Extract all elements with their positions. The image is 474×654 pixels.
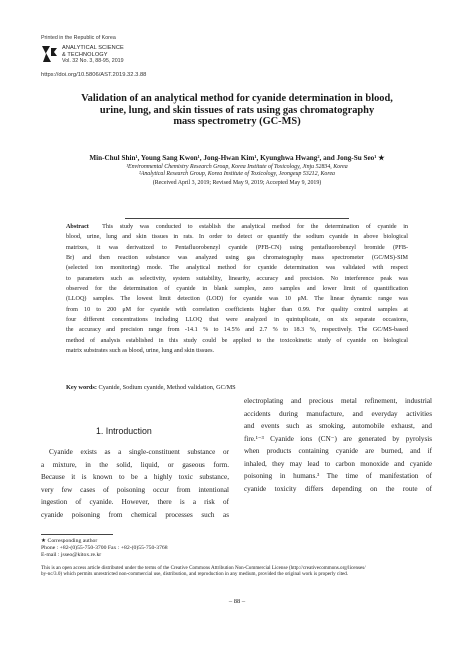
body-line: fire.¹⁻³ Cyanide ions (CN⁻) are generated by pyrolysis (244, 434, 432, 443)
body-line: poisoning in humans.³ The time of manifestation of (244, 472, 432, 481)
keywords-label: Key words: (66, 384, 97, 391)
abstract-line: to parameters such as selectivity, system suitability, linearity, accuracy and precision. No interference peak was (66, 275, 408, 282)
abstract-line: the accuracy and precision range from -14.1 % to 14.5% and 2.7 % to 18.3 %, respectively. The GC/MS-based (66, 327, 408, 334)
journal-name (62, 45, 124, 58)
affiliation-2: ²Analytical Research Group, Korea Institute of Toxicology, Jeongeup 53212, Korea (138, 171, 336, 177)
footnote-divider (41, 534, 113, 535)
keywords (66, 384, 236, 391)
contact-phone-fax: Phone : +82-(0)55-750-3700 Fax : +82-(0)55-750-3768 (41, 545, 168, 551)
page-number: – 88 – (228, 598, 246, 605)
license-notice (41, 565, 433, 578)
doi-link[interactable]: https://doi.org/10.5806/AST.2019.32.3.88 (41, 72, 147, 78)
intro-column-left (41, 446, 229, 521)
journal-name-line1: ANALYTICAL SCIENCE (62, 45, 124, 51)
abstract-line (66, 222, 408, 232)
title-line: mass spectrometry (GC-MS) (173, 116, 301, 128)
body-line: electroplating and precious metal refinement, industrial (244, 397, 432, 405)
body-line: cyanide poisoning from chemical processes such as (41, 510, 229, 519)
license-line: by-nc/3.0) which permits unrestricted non-commercial use, distribution, and reproduction in any medium, provided the original work is properly cited. (41, 571, 349, 578)
received-dates: (Received April 3, 2019; Revised May 9, 2019; Accepted May 9, 2019) (152, 180, 322, 186)
abstract-line-text: This study was conducted to establish the analytical method for the determination of cyanide in (102, 224, 408, 230)
abstract-line: matrixes, it was derivatized to Pentafluorobenzyl cyanide (PFB-CN) using pentafluorobenzyl bromide (PFB- (66, 244, 408, 251)
body-line: ingestion of cyanide. However, there is a risk of (41, 498, 229, 507)
body-line: inhaled, they may lead to carbon monoxide and cyanide (244, 459, 432, 468)
volume-info: Vol. 32 No. 3, 88-95, 2019 (62, 58, 124, 64)
body-line: a mixture, in the solid, liquid, or gaseous form. (41, 460, 229, 469)
abstract-line: from 10 to 200 μM for cyanide with correlation coefficients higher than 0.99. For quality control samples at (66, 306, 408, 313)
abstract-line: four different concentrations including LLOQ that were analyzed in quintuplicate, on six separate occasions, (66, 317, 408, 324)
body-line: and events such as smoking, automobile exhaust, and (244, 422, 432, 431)
keywords-text: Cyanide, Sodium cyanide, Method validation, GC/MS (98, 384, 236, 391)
body-line: very few cases of poisoning occur from intentional (41, 485, 229, 494)
abstract-divider (125, 218, 349, 219)
corresponding-author: ★ Corresponding author (41, 538, 98, 544)
body-line: cyanide toxicity differs depending on the route of (244, 484, 432, 493)
body-line: when products containing cyanide are burned, and if (244, 447, 432, 456)
abstract-line: observed for the determination of cyanide in blank samples, zero samples and lower limit of quantification (66, 286, 408, 293)
abstract-line: Br) and then reaction substance was analyzed using gas chromatography mass spectrometer (GC/MS)-SIM (66, 255, 408, 262)
section-title-introduction: 1. Introduction (96, 426, 152, 436)
abstract-line: (selected ion monitoring) mode. The analytical method for cyanide determination was validated with respect (66, 265, 408, 272)
author-list: Min-Chul Shin¹, Young Sang Kwon¹, Jong-Hwan Kim¹, Kyunghwa Hwang², and Jong-Su Seo¹ ★ (89, 154, 385, 162)
affiliation-1: ¹Environmental Chemistry Research Group, Korea Institute of Toxicology, Jinju 52834, Korea (126, 164, 348, 170)
title-line: urine, lung, and skin tissues of rats using gas chromatography (99, 104, 375, 116)
intro-column-right (244, 395, 432, 495)
abstract-line: method of analysis established in this study could be applied to the toxicokinetic study of cyanide on biological (66, 337, 408, 344)
body-line: Cyanide exists as a single-constituent substance or (49, 448, 229, 456)
contact-email[interactable]: E-mail : jsseo@kitox.re.kr (41, 552, 102, 558)
abstract-label: Abstract (66, 224, 89, 230)
abstract-line: blood, urine, lung and skin tissues in rats. In order to detect or quantify the sodium cyanide in above biological (66, 234, 408, 241)
abstract-line: matrix substrates such as blood, urine, lung and skin tissues. (66, 348, 215, 355)
printed-in-korea: Printed in the Republic of Korea (41, 35, 116, 41)
body-line: Because it is known to be a highly toxic substance, (41, 473, 229, 482)
title-line: Validation of an analytical method for cyanide determination in blood, (81, 93, 393, 104)
abstract (66, 222, 408, 356)
journal-name-line2: & TECHNOLOGY (62, 51, 108, 58)
abstract-line: (LLOQ) samples. The lowest limit detection (LOD) for cyanide was 10 μM. The linear dynamic range was (66, 296, 408, 303)
body-line: accidents during manufacture, and everyday activities (244, 409, 432, 418)
paper-title (50, 93, 424, 128)
license-line: This is an open access article distributed under the terms of the Creative Commons Attribution Non-Commercial License (http://creativecommons.org/licenses/ (41, 565, 366, 571)
